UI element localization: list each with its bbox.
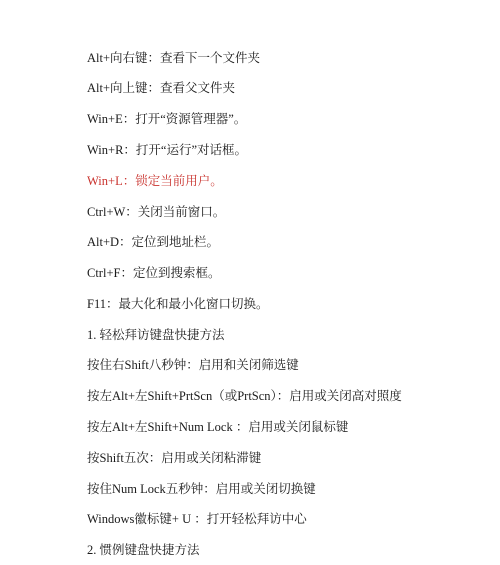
- text-line: Windows徽标键+ U ：打开轻松拜访中心: [87, 512, 307, 526]
- text-line: 按Shift五次：启用或关闭粘滞键: [87, 451, 262, 465]
- text-line: 按住Num Lock五秒钟：启用或关闭切换键: [87, 482, 316, 496]
- text-line: Alt+向右键：查看下一个文件夹: [87, 51, 261, 65]
- text-line: Win+R：打开“运行”对话框。: [87, 143, 248, 157]
- text-line: Ctrl+W：关闭当前窗口。: [87, 205, 226, 219]
- text-line: 按左Alt+左Shift+Num Lock ：启用或关闭鼠标键: [87, 420, 349, 434]
- text-line-highlighted: Win+L：锁定当前用户。: [87, 174, 223, 188]
- text-line: 按左Alt+左Shift+PrtScn（或PrtScn）：启用或关闭高对照度: [87, 389, 402, 403]
- section-heading: 2. 惯例键盘快捷方法: [87, 543, 200, 557]
- text-line: Alt+向上键：查看父文件夹: [87, 81, 236, 95]
- text-line: F11：最大化和最小化窗口切换。: [87, 297, 269, 311]
- text-line: Ctrl+F：定位到搜索框。: [87, 266, 221, 280]
- text-line: Win+E：打开“资源管理器”。: [87, 112, 247, 126]
- text-line: Alt+D：定位到地址栏。: [87, 235, 220, 249]
- text-line: 按住右Shift八秒钟：启用和关闭筛选键: [87, 358, 299, 372]
- section-heading: 1. 轻松拜访键盘快捷方法: [87, 328, 225, 342]
